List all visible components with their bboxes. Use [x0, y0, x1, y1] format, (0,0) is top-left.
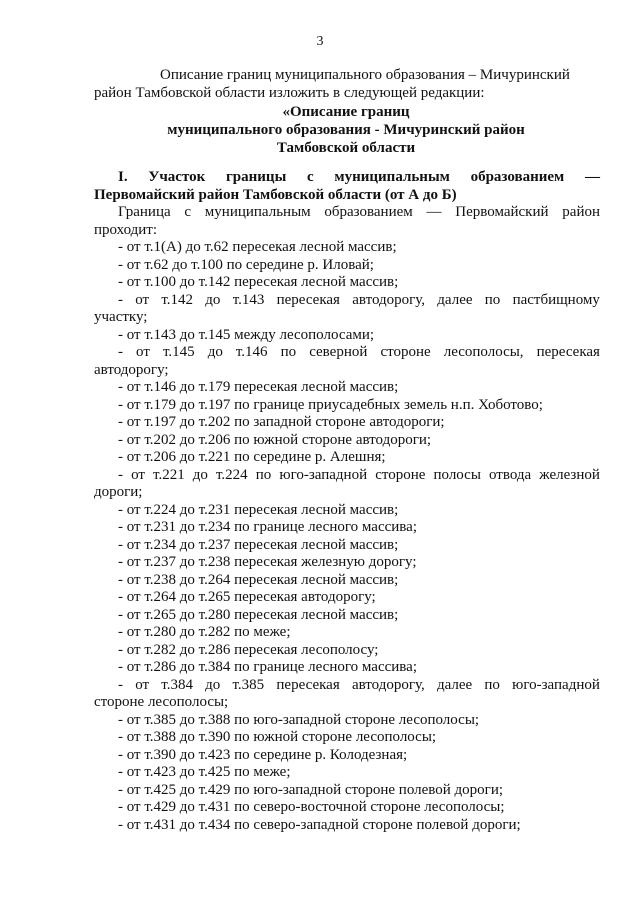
list-item [94, 712, 600, 730]
word: лесополосы, [443, 344, 524, 360]
word: образованием [470, 169, 565, 185]
word: — [584, 169, 600, 185]
page-number: 3 [316, 34, 324, 49]
list-item [94, 257, 600, 275]
list-item [94, 414, 600, 432]
word: т.146 [235, 344, 268, 360]
word: от [135, 291, 150, 308]
list-item [94, 449, 600, 467]
word: северной [309, 344, 368, 360]
word: полосы [433, 466, 481, 483]
lead-line-1 [94, 204, 600, 222]
list-item-line [94, 467, 600, 485]
list-item-text: - от т.1(А) до т.62 пересекая лесной массив; [118, 239, 397, 255]
word: пастбищному [512, 291, 600, 308]
word: по [255, 466, 272, 483]
word: до [192, 466, 208, 483]
list-item [94, 677, 600, 712]
list-item [94, 467, 600, 502]
word: юго-западной [279, 466, 368, 483]
list-item-text: - от т.143 до т.145 между лесополосами; [118, 326, 375, 343]
word: т.143 [232, 291, 265, 308]
list-item-text: - от т.234 до т.237 пересекая лесной массив; [118, 536, 399, 553]
list-item [94, 589, 600, 607]
list-item-continuation: участку; [94, 309, 148, 325]
list-item-text: - от т.431 до т.434 по северо-западной стороне полевой дороги; [118, 816, 521, 833]
list-item-continuation: автодорогу; [94, 361, 169, 378]
word: - [118, 344, 123, 360]
boundary-items-list [94, 239, 600, 834]
word: железной [539, 466, 600, 483]
word: отвода [489, 466, 532, 483]
word: т.224 [216, 466, 248, 483]
list-item [94, 537, 600, 555]
list-item-text: - от т.224 до т.231 пересекая лесной массив; [118, 501, 399, 518]
word: т.385 [232, 676, 265, 693]
word: далее [437, 291, 473, 308]
word: Первомайский [455, 204, 549, 220]
list-item [94, 624, 600, 642]
list-item-line [94, 677, 600, 695]
word: муниципальным [204, 204, 311, 220]
list-item-text: - от т.390 до т.423 по середине р. Колодезная; [118, 746, 408, 763]
intro-line-2: район Тамбовской области изложить в следующей редакции: [94, 85, 485, 101]
section-heading-line-1 [94, 168, 600, 186]
word: - [118, 466, 123, 483]
word: далее [436, 676, 473, 693]
word: по [484, 676, 500, 693]
list-item-text: - от т.100 до т.142 пересекая лесной массив; [118, 274, 399, 290]
list-item [94, 642, 600, 660]
list-item [94, 764, 600, 782]
list-item [94, 817, 600, 835]
list-item-text: - от т.423 до т.425 по меже; [118, 764, 291, 780]
list-item [94, 239, 600, 257]
list-item-text: - от т.146 до т.179 пересекая лесной массив; [118, 379, 399, 395]
list-item-text: - от т.265 до т.280 пересекая лесной массив; [118, 606, 399, 623]
word: до [207, 344, 223, 360]
word: т.142 [161, 291, 194, 308]
list-item [94, 292, 600, 327]
word: - [118, 291, 123, 308]
list-item [94, 432, 600, 450]
word: автодорогу, [352, 291, 426, 308]
word: от [136, 344, 150, 360]
intro-line-1: Описание границ муниципального образования – Мичуринский [160, 67, 570, 83]
word: с [184, 204, 192, 220]
word: до [205, 676, 221, 693]
list-item-text: - от т.429 до т.431 по северо-восточной стороне лесополосы; [118, 799, 505, 815]
heading-line-2: муниципального образования - Мичуринский район [167, 122, 525, 138]
word: Граница [118, 204, 171, 220]
heading-line-1: «Описание границ [282, 104, 410, 120]
word: муниципальным [334, 169, 450, 185]
list-item-text: - от т.282 до т.286 пересекая лесополосу; [118, 641, 379, 658]
list-item-text: - от т.197 до т.202 по западной стороне автодороги; [118, 414, 445, 430]
word: до [205, 291, 221, 308]
list-item [94, 747, 600, 765]
list-item [94, 274, 600, 292]
list-item [94, 379, 600, 397]
list-item-text: - от т.385 до т.388 по юго-западной стороне лесополосы; [118, 711, 480, 728]
word: по [280, 344, 297, 360]
word: I. [118, 169, 128, 185]
list-item [94, 519, 600, 537]
list-item-continuation: стороне лесополосы; [94, 694, 229, 710]
list-item-continuation: дороги; [94, 484, 143, 500]
list-item-text: - от т.179 до т.197 по границе приусадебных земель н.п. Хоботово; [118, 396, 543, 413]
lead-line-2: проходит: [94, 221, 158, 238]
list-item [94, 502, 600, 520]
list-item [94, 344, 600, 379]
word: т.384 [161, 676, 193, 693]
list-item-text: - от т.264 до т.265 пересекая автодорогу; [118, 589, 376, 605]
word: стороне [375, 466, 426, 483]
word: пересекая [536, 344, 600, 360]
list-item-text: - от т.62 до т.100 по середине р. Иловай; [118, 256, 374, 273]
list-item [94, 327, 600, 345]
list-item [94, 607, 600, 625]
list-item-line [94, 292, 600, 310]
list-item [94, 799, 600, 817]
list-item-text: - от т.286 до т.384 по границе лесного массива; [118, 659, 417, 675]
word: границы [225, 169, 287, 185]
list-item-text: - от т.237 до т.238 пересекая железную дорогу; [118, 554, 417, 570]
word: автодорогу, [351, 676, 425, 693]
list-item-text: - от т.280 до т.282 по меже; [118, 624, 291, 640]
section-heading [94, 168, 600, 204]
list-item [94, 782, 600, 800]
word: с [307, 169, 314, 185]
word: стороне [380, 344, 431, 360]
word: от [135, 676, 150, 693]
word: Участок [148, 169, 206, 185]
word: т.221 [153, 466, 185, 483]
heading-line-3: Тамбовской области [276, 140, 416, 156]
list-item-text: - от т.425 до т.429 по юго-западной стороне полевой дороги; [118, 781, 504, 798]
word: по [484, 291, 501, 308]
list-item-text: - от т.388 до т.390 по южной стороне лесополосы; [118, 729, 437, 745]
word: юго-западной [512, 676, 600, 693]
list-item-line [94, 344, 600, 362]
word: пересекая [276, 676, 340, 693]
list-item-text: - от т.231 до т.234 по границе лесного массива; [118, 519, 417, 535]
list-item [94, 729, 600, 747]
list-item [94, 554, 600, 572]
list-item [94, 397, 600, 415]
word: пересекая [276, 291, 340, 308]
list-item [94, 659, 600, 677]
word: - [118, 676, 123, 693]
word: от [131, 466, 145, 483]
list-item [94, 572, 600, 590]
list-item-text: - от т.206 до т.221 по середине р. Алешня; [118, 449, 386, 465]
boundary-description [94, 204, 600, 834]
list-item-text: - от т.202 до т.206 по южной стороне автодороги; [118, 431, 432, 448]
section-heading-line-2: Первомайский район Тамбовской области (от А до Б) [94, 187, 457, 203]
list-item-text: - от т.238 до т.264 пересекая лесной массив; [118, 571, 399, 588]
word: образованием [324, 204, 413, 220]
word: т.145 [162, 344, 195, 360]
word: — [426, 204, 442, 220]
word: район [562, 204, 600, 220]
